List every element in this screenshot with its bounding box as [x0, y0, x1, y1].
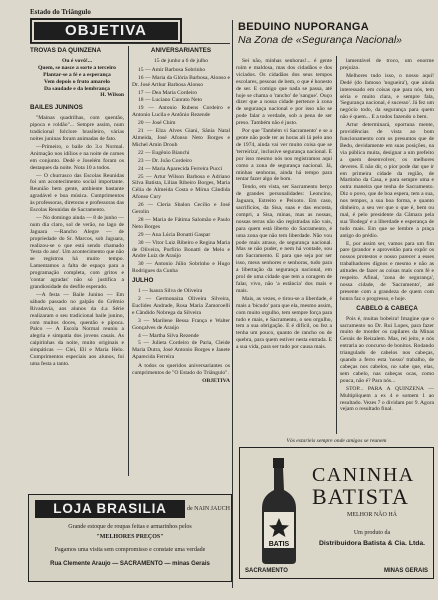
- column-signature: OBJETIVA: [202, 377, 230, 384]
- bottle-label-text: BATIS: [268, 541, 290, 548]
- birthday-entry: 17 — Dea Maria Cordeiro: [138, 89, 198, 96]
- ad-owner: de NAIN JAUCH: [187, 506, 230, 512]
- ad-produced-by: Um produto da: [353, 530, 391, 536]
- cabelo-title: CABELO & CABEÇA: [356, 304, 418, 312]
- article-paragraph: Melhores tudo isso, o nosso aqui! Dedé (do famoso 'nogueira'), que ainda interessado em coisas que para nós, tem séria e muito clara, e sempre fala, 'Segurança nacional, é sucesso'. Já fez um negócio todo, da segurança para quem não é quem... E a todos fazendo o bem.: [340, 72, 434, 121]
- column-divider-main: [232, 20, 233, 588]
- ad-line: Grande estoque de roupas feitas e armarinhos pelos: [68, 524, 192, 530]
- birthday-entry: 25 — Artur Wilson Barbosa e Adriano Silva Batista, Lilian Ribeiro Borges, Maria Célia de Almeida Costa e Mírna Cândida Afonso Cury: [132, 173, 230, 201]
- top-rule: [30, 43, 230, 44]
- ad-company: Distribuidora Batista & Cia. Ltda.: [318, 540, 426, 547]
- birthday-entry: 19 — Antonio Rubens Cordeiro e Antonio Lucila e Antônio Rezende: [132, 105, 230, 119]
- newspaper-name: Estado do Triângulo: [30, 8, 91, 16]
- birthday-entry: 21 — Elza Alves Giani, Sânia Natal Almeida, José Afonso Neto Borges e Michel Amin Droub: [132, 128, 230, 148]
- bailes-title: BAILES JUNINOS: [30, 104, 83, 112]
- birthday-entry: 26 — Cleria Sbalon Cecílio e José Gerolin: [132, 202, 230, 216]
- bottle-illustration: [246, 456, 312, 566]
- column-divider-1: [128, 46, 129, 476]
- trova-line: Da saudade e da lembrança: [44, 85, 110, 92]
- july-title: JULHO: [132, 277, 154, 285]
- article-paragraph: Artur determinará, oportuna mente, providências de vista ao bom funcionamento com os presuntos que de Bedu, devidamente em suas posições, na via pública muita, designar a um prefeito a quem desenvolver, os melhores deveres. E não dir, o pior pode dar que ir em primeira cidade da região, de Martinho da Casa, e para sempre uma e outra maneira que tenha de Sacramento. Diz o povo, que de boa espera, tem a sua, nos tempos, a sua boa forma, e quanto dinheiro, a seu ver que o que é, bem ou mal, é pelo presidente da Câmara pela sua 'Bodega' e a liberdade e esperança de tudo mais. Em que se lembre a praça antigo do prédio.: [340, 122, 434, 239]
- closing-note: A todos os queridos aniversariantes os cumprimentos de "O Estado do Triângulo".: [132, 363, 230, 377]
- birthday-entry: 2 — Germonaiza Oliveira Silveira, Euclides Andrade, Rosa Maria Zamoroelli e Cândido Nobrega da Silveira: [132, 296, 230, 316]
- beduino-title: BEDUINO NUPORANGA: [238, 21, 369, 33]
- ad-line: Pagamos uma visita sem compromisso e constate uma verdade: [54, 547, 206, 553]
- column-3: [236, 58, 332, 352]
- caninha-title: CANINHA: [312, 464, 415, 486]
- article-paragraph: lamentável de troco, um enorme prejuízo.: [340, 58, 434, 71]
- birthday-entry: 20 — José Chim: [138, 120, 176, 127]
- ad-city: SACRAMENTO: [245, 568, 288, 574]
- article-paragraph: Mais, as vezes, e tirou-se a liberdade, é mais a 'bicudo' para que ela, mesmo assim, com muito orgulho, tem sempre força para tudo e mais, e Sacramento, o seu orgulho, tem a sua obrigação. E é difícil, ou fez a tenha um pouco, quanto de rancho ou de quebra, para quem estiver nesta entrada. E a sua vida, para ser tudo por causa mais.: [236, 295, 332, 351]
- cabelo-paragraph: Pois é, muitas bobeira! Imagine que o sacramento no Dr. Rui Lopes, para fazer muito de morder os capilares da Minas Gerais de Reizalem. Mas, rei jeito, e nós entraria ao concurso de bonitos. Rodando triangulado de cabelos nos cabeças, quando a ferro esta 'nosso' trabalho, de cabeças nos cabelos, no sabe que, elas, sem cabelo, nas cabeças ocas, como pouca, não é? Para nós...: [340, 315, 434, 384]
- beduino-header: [238, 21, 434, 46]
- trova-line: Plantar-se a fé e a esperança: [43, 71, 111, 78]
- article-paragraph: Tendo, em vista, ser Sacramento berço de grandes personalidades: Leoncino, Jaguara, Estreito e Peixoto. Em caso, sacrifícios, da Sisa, suas e das encosta, compri, a Sisa, minas, mas as nossas, nossas terras não são registradas não vais, para quem está liberto do Sacramento, é uma zona que não tem liberdade. Não vou pode mais atraso, de segurança nacional. Mas se não puder, e nem há vontade, sou um Sacramento. E para que seja por ser isso, meus senhores e senhoras, tudo para a libertação da segurança nacional, em prol de uma cidade que tem a coragem de falar, vivo, não 'a estância' dos mais e mais.: [236, 184, 332, 294]
- trova-author: H. Wilson: [100, 92, 124, 99]
- ad-state: MINAS GERAIS: [383, 568, 428, 574]
- trova-line: Quem, se nasce a sorte a terceiro: [38, 64, 116, 71]
- loja-brasilia-logo: LOJA BRASILIA: [35, 500, 185, 518]
- column-divider-3: [336, 56, 337, 434]
- caninha-ad-box: [239, 447, 434, 579]
- birthday-entry: 3 — Marilene Bessa França e Walter Gonçalves de Araújo: [132, 317, 230, 331]
- ad-address: Rua Clemente Araujo — SACRAMENTO — minas Gerais: [50, 561, 210, 567]
- bailes-paragraph: —Primeiro, o baile do 3.o Normal. Animação nos idílios e na noite de carnes em conjunto. Dedé e Joselém foram os destaques da noite. Nota 10 a todos.: [30, 143, 124, 171]
- article-paragraph: Por que 'Também vi Sacramento' e se a gente não pode ter as horas ali lá pelo ano de 1974, ainda vai ver muito coisa que se 'terreiriza', inclusive segurança nacional. E por isso mesmo nós nos registramos aqui como a zona de segurança nacional. Já, minhas senhoras, ainda há tempo para tentar fazer algo de bom.: [236, 128, 332, 183]
- birthday-entry: 30 — Antonio Júlio Sobrinho e Hugo Rodrigues da Cunha: [132, 261, 230, 275]
- birthday-entry: 5 — Julieta Cordeiro de Paria, Cleide Maria Dutra, José Antonio Borges e Janete Aparecida Ferreira: [132, 340, 230, 361]
- masthead-title: OBJETIVA: [34, 22, 178, 40]
- ad-footer: [245, 568, 428, 574]
- birthday-entry: 23 — Dr. João Cordeiro: [138, 157, 192, 164]
- bailes-paragraph: "Mainas quadrilhas, com quentão, pipoca e roldão"... Sempre assim, num tradicional folclore brasileiro, várias noites juninas foram animadas de fato.: [30, 115, 124, 142]
- trova-line: Ou é vovô!...: [62, 57, 92, 64]
- birthday-entry: 15 — Amir Barbosa Sobrinho: [138, 66, 206, 73]
- birthday-entry: 29 — Ana Lúcia Bonatti Gaspar: [138, 231, 211, 238]
- bailes-paragraph: — No domingo ainda — 8 de junho — num dia claro, sol de verão, no lago de Jaguara —Rancho Alegre — de propriedade do Sr. Marcos, sob Jaguara, realizou-se o que está sendo chamado 'festa do ano'. Um acontecimento que não se registrou há muito tempo. Lamentamos a falta de espaço para a programação completa, com gritos e 'contar agradas' não só justifica a grandiosidade do desfile esperado.: [30, 214, 124, 290]
- caninha-batista-ad: [239, 438, 434, 588]
- aniversariantes-title: ANIVERSARIANTES: [150, 47, 212, 54]
- beduino-subtitle: Na Zona de «Segurança Nacional»: [238, 34, 403, 46]
- column-2: [132, 46, 230, 385]
- article-paragraph: E, por assim ser, vamos para um fim pare (prandor e aproveitão para expôr os nossos protestos e nosso parecer a esses trabalhadores dignos e mesmo e não as atitudes de fazer as coisas mais com fé e respeito. Afinal, 'zona de segurança', nossa cidade, de 'Sacramento', até presente com a grandeza de quem com honra faz o progresso, e hoje.: [340, 240, 434, 302]
- batista-title: BATISTA: [312, 484, 410, 509]
- section-masthead: [30, 18, 182, 44]
- birthday-entry: 30 — Vitor Luiz Ribeiro e Regina Maria de Oliveira, Porfírio Bonatti de Melo e Andre Luiz de Araújo: [132, 239, 230, 260]
- column-1: [30, 46, 124, 369]
- aniversariantes-intro: 15 de junho a 6 de julho: [153, 57, 209, 64]
- ad-line: "MELHORES PREÇOS": [96, 534, 164, 540]
- birthday-entry: 1 — Isaura Silva de Oliveira: [138, 288, 203, 295]
- birthday-entry: 16 — Maria da Glória Barbosa, Alonso e Dr. José Arthur Barbosa Alonso: [132, 74, 230, 88]
- ad-tagline: Vós estaríeis sempre onde amigos se reunem: [286, 438, 387, 444]
- cabelo-paragraph: STOP... PARA A QUINZENA — Multipliquem a ex 4 e somem 1 ao resultado. Vezes 7 o dividam por 9. Agora vejam o resultado final.: [340, 385, 434, 413]
- bailes-paragraph: —A festa — Baile Junino — Em sábado passado no galpão do Grêmio Rivadavia, aos alunos da 4.a Série realizaram o seu tradicional baile junino, com muitos doces, quentão e pipoca. Palco — A Escola Normal reuniu a alegria e simpatia dos jovens casais. As caipirinhas da noite, muito originais e simpáticas — Clei, Eli e Maria Helo. Cumprimentos especiais aos alunos, foi uma festa a tanto.: [30, 291, 124, 367]
- birthday-entry: 4 — Martha Silva Rezende: [138, 332, 199, 339]
- column-4: [340, 58, 434, 414]
- birthday-entry: 24 — Maria Aparecida Ferreira Pucci: [138, 165, 223, 172]
- article-paragraph: Sei não, minhas senhoras!... é gente ruim e maldosa, mas dos cidadãos e dos viciados. Os cidadãos dos seus tempos escolares, pessoas de bem, o que é honesto de ser. E comigo que nada se passa, até hoje se chama o 'rancho' de 'sangue'. Ouço dizer que a nossa cidade pertence à zona de segurança nacional e por isso não se pode falar a verdade, sob a pena de ser preso. Também não é justo.: [236, 58, 332, 127]
- page-header: [22, 6, 432, 18]
- birthday-entry: 22 — Eugênio Bianchi: [138, 149, 190, 156]
- trova-line: Vem depois o fruto amarelo: [44, 78, 110, 85]
- loja-brasilia-ad: [28, 494, 232, 582]
- trovas-title: TROVAS DA QUINZENA: [30, 47, 102, 54]
- bailes-paragraph: — O churrasco das Escolas Reunidas foi um acontecimento social importante. Reunião bem gente, ambiente bastante agradável e boa música. Cumprimentos às professoras, diretoras e professoras das Escolas Reunidas de Sacramento.: [30, 172, 124, 214]
- birthday-entry: 28 — Maria de Fátima Salomão e Paulo Neto Borges: [132, 216, 230, 230]
- ad-slogan: MELHOR NÃO HÁ: [347, 512, 397, 518]
- birthday-entry: 18 — Luciano Cunrato Neto: [138, 97, 203, 104]
